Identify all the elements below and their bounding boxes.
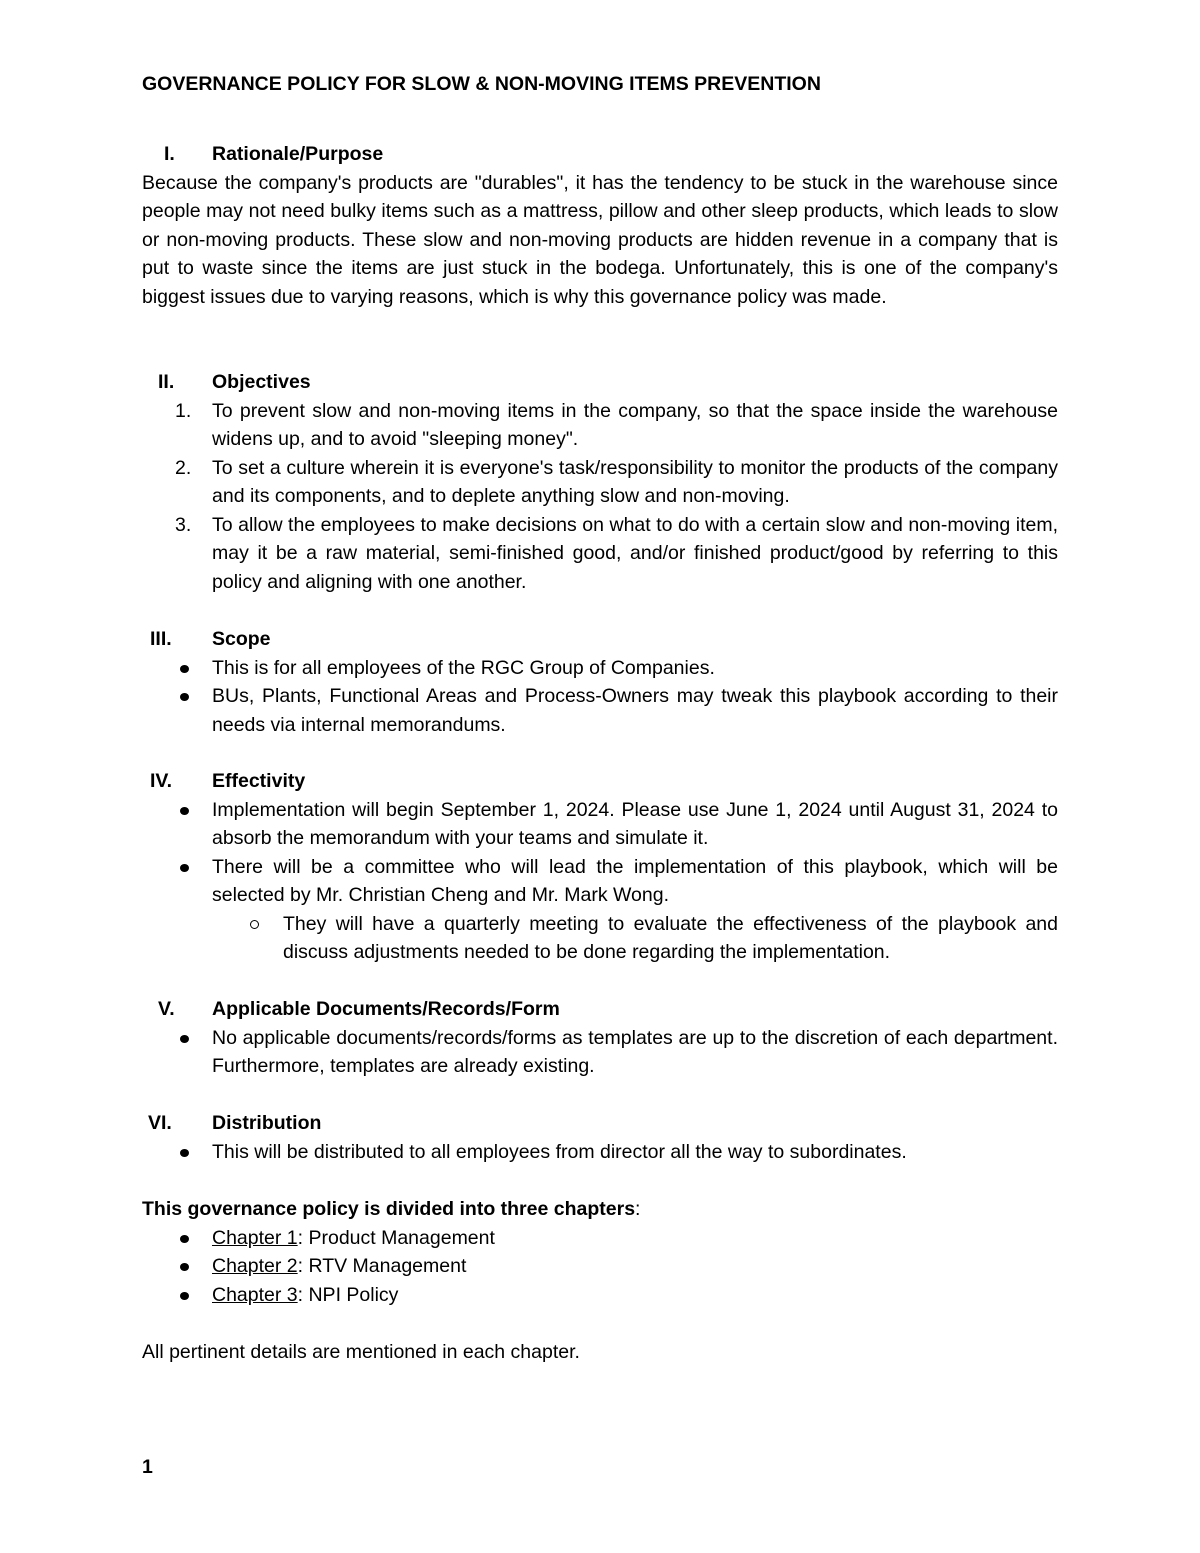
list-item [142, 397, 1058, 454]
section-objectives [142, 368, 1058, 596]
item-number: 2. [175, 456, 192, 479]
section-number: I. [164, 143, 175, 165]
bullet-icon [180, 807, 189, 815]
chapter-1-link[interactable]: Chapter 1 [212, 1226, 298, 1249]
bullet-icon [180, 1149, 189, 1157]
list-item [142, 511, 1058, 597]
item-text: To prevent slow and non-moving items in the company, so that the space inside the warehouse widens up, and to avoid "sleeping money". [212, 399, 1058, 450]
list-item [142, 654, 1058, 683]
item-text: This will be distributed to all employees from director all the way to subordinates. [212, 1140, 907, 1163]
section-heading [142, 995, 1058, 1024]
chapters-intro-colon: : [635, 1198, 641, 1220]
chapters-intro [142, 1195, 1058, 1224]
list-item [142, 454, 1058, 511]
bullet-icon [180, 1235, 189, 1243]
section-heading [142, 767, 1058, 796]
bullet-icon [180, 864, 189, 872]
list-item [142, 1224, 1058, 1253]
item-text: This is for all employees of the RGC Group of Companies. [212, 656, 715, 679]
bullet-icon [180, 693, 189, 701]
chapter-title: : NPI Policy [297, 1283, 399, 1306]
list-item [142, 682, 1058, 739]
section-title: Distribution [212, 1112, 322, 1134]
item-text: There will be a committee who will lead the implementation of this playbook, which will be selected by Mr. Christian Cheng and Mr. Mark Wong. [212, 855, 1058, 906]
document-title: GOVERNANCE POLICY FOR SLOW & NON-MOVING ITEMS PREVENTION [142, 73, 821, 95]
chapters-list [142, 1224, 1058, 1310]
section-title: Objectives [212, 371, 311, 393]
section-heading [142, 625, 1058, 654]
section-number: II. [158, 371, 175, 393]
section-title: Rationale/Purpose [212, 143, 384, 165]
chapter-3-link[interactable]: Chapter 3 [212, 1283, 298, 1306]
list-item [142, 853, 1058, 910]
chapters-intro-bold: This governance policy is divided into three chapters [142, 1198, 636, 1220]
list-item [142, 1024, 1058, 1081]
section-effectivity [142, 767, 1058, 967]
closing-text: All pertinent details are mentioned in each chapter. [142, 1341, 580, 1363]
documents-list [142, 1024, 1058, 1081]
section-heading [142, 1109, 1058, 1138]
chapter-2-link[interactable]: Chapter 2 [212, 1255, 298, 1277]
effectivity-list [142, 796, 1058, 967]
distribution-list [142, 1138, 1058, 1167]
section-rationale [142, 140, 1058, 311]
section-number: III. [150, 628, 172, 650]
item-text: They will have a quarterly meeting to evaluate the effectiveness of the playbook and discuss adjustments needed to be done regarding the implementation. [283, 912, 1058, 963]
scope-list [142, 654, 1058, 740]
item-text: No applicable documents/records/forms as templates are up to the discretion of each department. Furthermore, templates are already existing. [212, 1026, 1058, 1077]
section-title: Applicable Documents/Records/Form [212, 998, 560, 1020]
item-text: To allow the employees to make decisions on what to do with a certain slow and non-moving item, may it be a raw material, semi-finished good, and/or finished product/good by referring to this policy and aligning with one another. [212, 513, 1058, 593]
section-documents [142, 995, 1058, 1081]
bullet-icon [180, 1035, 189, 1043]
sub-list-item [142, 910, 1058, 967]
chapter-title: : Product Management [297, 1226, 495, 1249]
item-number: 3. [175, 513, 192, 536]
list-item [142, 796, 1058, 853]
closing-paragraph [142, 1338, 1058, 1367]
bullet-icon [180, 665, 189, 673]
section-title: Effectivity [212, 770, 306, 792]
chapters-block [142, 1195, 1058, 1309]
section-title: Scope [212, 628, 271, 650]
section-heading [142, 368, 1058, 397]
bullet-icon [180, 1292, 189, 1300]
section-distribution [142, 1109, 1058, 1166]
section-scope [142, 625, 1058, 739]
section-number: IV. [150, 770, 173, 792]
section-heading [142, 140, 1058, 169]
chapter-title: : RTV Management [297, 1255, 467, 1277]
item-text: To set a culture wherein it is everyone's task/responsibility to monitor the products of the company and its components, and to deplete anything slow and non-moving. [212, 456, 1058, 507]
circle-bullet-icon [250, 920, 259, 929]
item-number: 1. [175, 399, 192, 422]
objectives-list [142, 397, 1058, 597]
item-text: Implementation will begin September 1, 2024. Please use June 1, 2024 until August 31, 2024 to absorb the memorandum with your teams and simulate it. [212, 798, 1058, 849]
rationale-paragraph: Because the company's products are "durables", it has the tendency to be stuck in the warehouse since people may not need bulky items such as a mattress, pillow and other sleep products, which leads to slow or non-moving products. These slow and non-moving products are hidden revenue in a company that is put to waste since the items are just stuck in the bodega. Unfortunately, this is one of the company's biggest issues due to varying reasons, which is why this governance policy was made. [142, 171, 1058, 308]
page-number: 1 [142, 1456, 153, 1478]
item-text: BUs, Plants, Functional Areas and Process-Owners may tweak this playbook according to their needs via internal memorandums. [212, 685, 1058, 736]
section-number: VI. [148, 1112, 172, 1134]
list-item [142, 1252, 1058, 1281]
list-item [142, 1281, 1058, 1310]
section-number: V. [158, 998, 175, 1020]
bullet-icon [180, 1263, 189, 1271]
list-item [142, 1138, 1058, 1167]
